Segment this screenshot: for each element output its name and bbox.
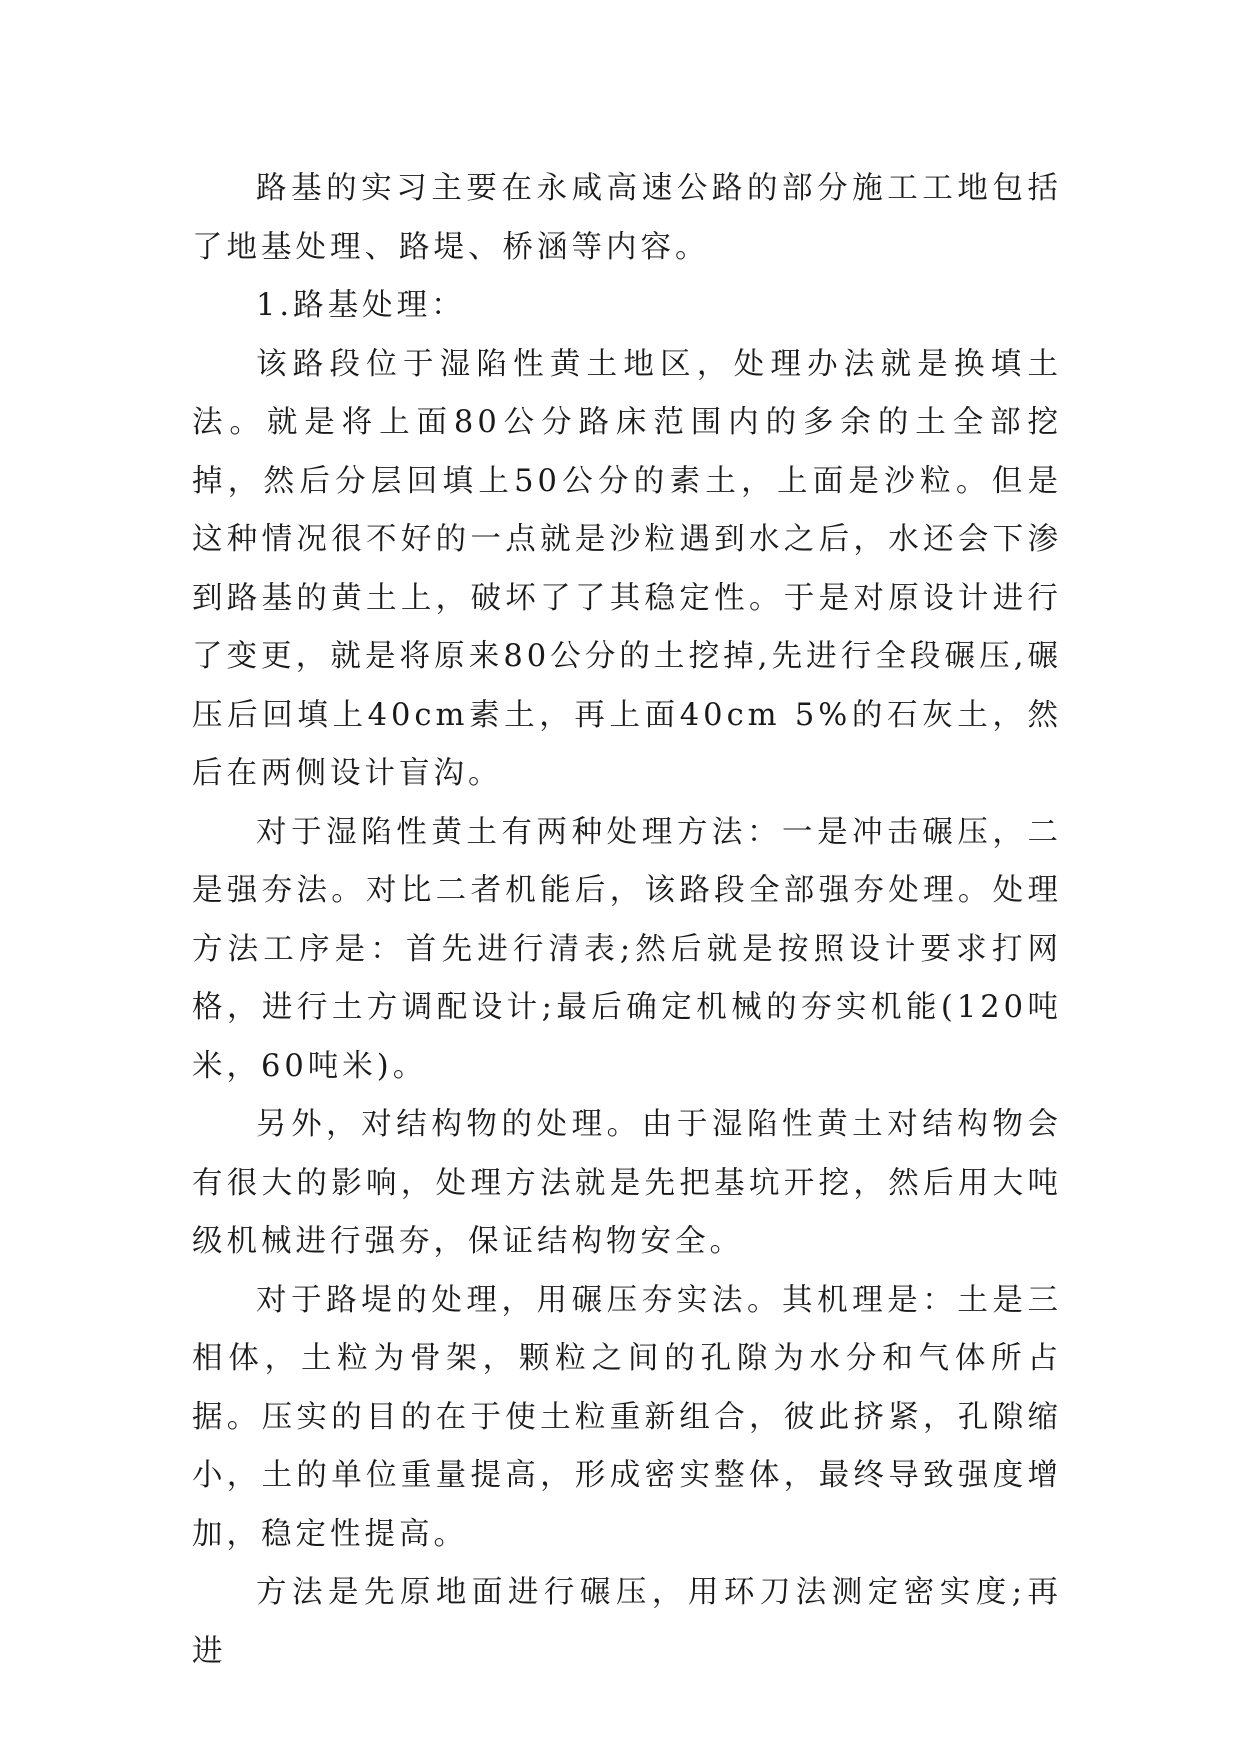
section-heading: 1.路基处理： — [256, 288, 466, 323]
paragraph-intro: 路基的实习主要在永咸高速公路的部分施工工地包括了地基处理、路堤、桥涵等内容。 — [192, 171, 1062, 265]
paragraph-structure-treatment: 另外，对结构物的处理。由于湿陷性黄土对结构物会有很大的影响，处理方法就是先把基坑开挖，然后用大吨级机械进行强夯，保证结构物安全。 — [192, 1107, 1062, 1259]
document-body — [192, 160, 1062, 1681]
paragraph-replacement-method: 该路段位于湿陷性黄土地区，处理办法就是换填土法。就是将上面80公分路床范围内的多余的土全部挖掉，然后分层回填上50公分的素土，上面是沙粒。但是这种情况很不好的一点就是沙粒遇到水之后，水还会下渗到路基的黄土上，破坏了了其稳定性。于是对原设计进行了变更，就是将原来80公分的土挖掉,先进行全段碾压,碾压后回填上40cm素土，再上面40cm 5%的石灰土，然后在两侧设计盲沟。 — [192, 346, 1062, 791]
paragraph-embankment: 对于路堤的处理，用碾压夯实法。其机理是：土是三相体，土粒为骨架，颗粒之间的孔隙为水分和气体所占据。压实的目的在于使土粒重新组合，彼此挤紧，孔隙缩小，土的单位重量提高，形成密实整体，最终导致强度增加，稳定性提高。 — [192, 1282, 1062, 1552]
paragraph-method: 方法是先原地面进行碾压，用环刀法测定密实度;再进 — [192, 1575, 1062, 1669]
paragraph-loess-methods: 对于湿陷性黄土有两种处理方法：一是冲击碾压，二是强夯法。对比二者机能后，该路段全部强夯处理。处理方法工序是：首先进行清表;然后就是按照设计要求打网格，进行土方调配设计;最后确定机械的夯实机能(120吨米，60吨米)。 — [192, 814, 1062, 1084]
